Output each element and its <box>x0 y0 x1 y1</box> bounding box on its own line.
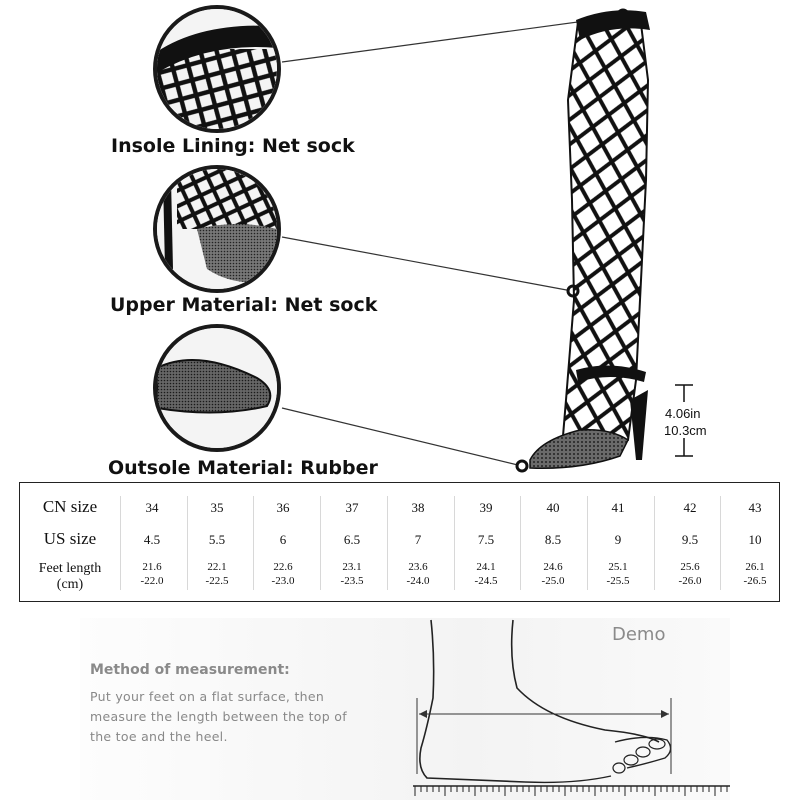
us-size-cell: 4.5 <box>143 532 161 547</box>
us-size-cell: 10 <box>748 532 762 547</box>
cn-size-cell: 41 <box>611 500 625 515</box>
us-size-cell: 9.5 <box>681 532 699 547</box>
heel-height-inches: 4.06in <box>665 406 701 421</box>
cn-size-cell: 39 <box>479 500 493 515</box>
divider <box>654 496 655 590</box>
feet-length-cell: 24.1 <box>476 561 496 573</box>
us-size-cell: 5.5 <box>208 532 226 547</box>
feet-length-unit: (cm) <box>56 577 84 592</box>
us-size-cell: 6 <box>279 532 287 547</box>
upper-detail-image <box>153 165 281 293</box>
divider <box>720 496 721 590</box>
measurement-title: Method of measurement: <box>90 662 290 678</box>
cn-size-cell: 36 <box>276 500 290 515</box>
feet-length-cell: 23.1 <box>342 561 362 573</box>
feet-length-cell: 23.6 <box>408 561 428 573</box>
size-chart-table <box>19 482 780 602</box>
feet-length-cell: -25.5 <box>606 575 630 587</box>
us-size-cell: 7.5 <box>477 532 495 547</box>
toe-closeup-icon <box>157 328 277 448</box>
insole-label: Insole Lining: Net sock <box>111 135 355 157</box>
feet-length-cell: 21.6 <box>142 561 162 573</box>
net-sock-closeup-icon <box>157 9 277 129</box>
us-size-cell: 9 <box>614 532 622 547</box>
divider <box>520 496 521 590</box>
feet-length-cell: -25.0 <box>541 575 565 587</box>
feet-length-cell: 22.6 <box>273 561 293 573</box>
upper-label: Upper Material: Net sock <box>110 294 378 316</box>
divider <box>253 496 254 590</box>
divider <box>120 496 121 590</box>
feet-length-cell: -23.5 <box>340 575 364 587</box>
feet-length-cell: -26.0 <box>678 575 702 587</box>
feet-length-cell: -22.0 <box>140 575 164 587</box>
outsole-detail-image <box>153 324 281 452</box>
feet-length-header: Feet length <box>38 561 102 576</box>
feet-length-cell: -23.0 <box>271 575 295 587</box>
us-size-header: US size <box>43 529 97 548</box>
cn-size-cell: 38 <box>411 500 425 515</box>
divider <box>320 496 321 590</box>
us-size-cell: 8.5 <box>544 532 562 547</box>
feet-length-cell: 25.6 <box>680 561 700 573</box>
divider <box>587 496 588 590</box>
insole-detail-image <box>153 5 281 133</box>
measurement-instruction-line: measure the length between the top of <box>90 709 347 724</box>
us-size-cell: 6.5 <box>343 532 361 547</box>
cn-size-cell: 37 <box>345 500 359 515</box>
cn-size-cell: 42 <box>683 500 697 515</box>
measurement-instruction-line: Put your feet on a flat surface, then <box>90 689 325 704</box>
divider <box>387 496 388 590</box>
feet-length-cell: 25.1 <box>608 561 628 573</box>
heel-height-bracket <box>672 380 696 462</box>
cn-size-cell: 35 <box>210 500 224 515</box>
feet-length-cell: -24.0 <box>406 575 430 587</box>
cn-size-cell: 43 <box>748 500 762 515</box>
measurement-instruction-line: the toe and the heel. <box>90 729 228 744</box>
foot-measurement-diagram <box>405 618 735 800</box>
heel-height-cm: 10.3cm <box>664 423 707 438</box>
divider <box>454 496 455 590</box>
feet-length-cell: -22.5 <box>205 575 229 587</box>
cn-size-cell: 34 <box>145 500 159 515</box>
cn-size-header: CN size <box>42 497 98 516</box>
cn-size-cell: 40 <box>546 500 560 515</box>
feet-length-cell: 26.1 <box>745 561 765 573</box>
us-size-cell: 7 <box>414 532 422 547</box>
heel-closeup-icon <box>157 169 277 289</box>
feet-length-cell: 24.6 <box>543 561 563 573</box>
fishnet-boot-image <box>500 0 670 480</box>
feet-length-cell: 22.1 <box>207 561 227 573</box>
demo-label: Demo <box>612 624 666 645</box>
divider <box>187 496 188 590</box>
feet-length-cell: -24.5 <box>474 575 498 587</box>
outsole-label: Outsole Material: Rubber <box>108 457 378 479</box>
feet-length-cell: -26.5 <box>743 575 767 587</box>
